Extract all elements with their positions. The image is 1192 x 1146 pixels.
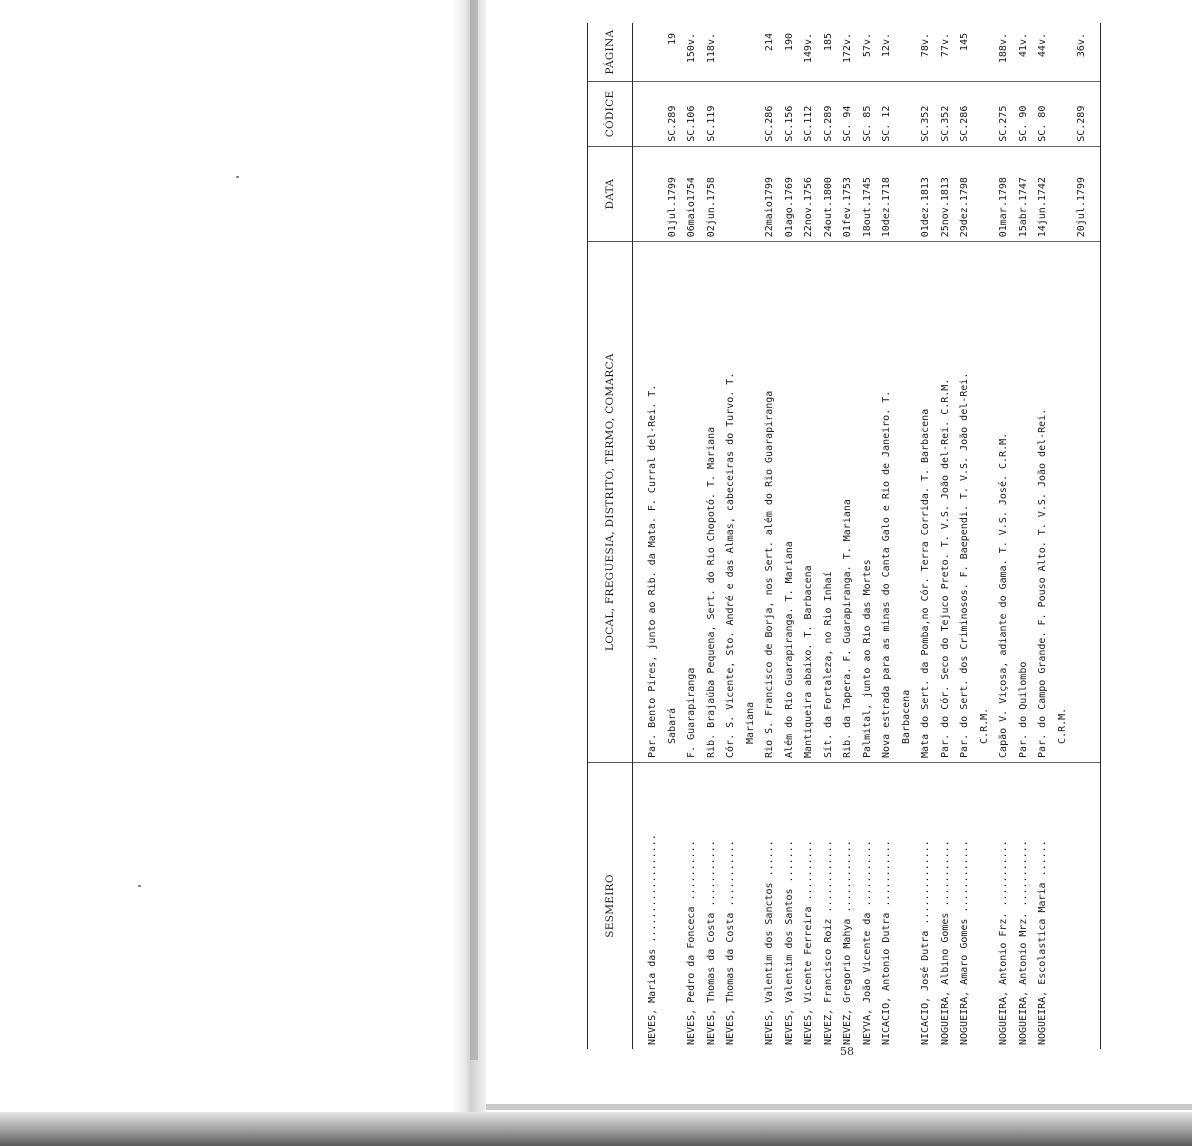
sesmeiro-8: NEVEZ, Francisco Roiz ............	[822, 840, 834, 1045]
codice-14: SC.286	[959, 105, 970, 142]
pagina-13: 77v.	[939, 33, 951, 58]
page-number: 58	[840, 1045, 854, 1058]
col-data	[633, 146, 1101, 242]
data-13: 25nov.1813	[939, 177, 951, 238]
codice-15: SC.275	[998, 105, 1009, 142]
local-4a: Cór. S. Vicente, Sto. André e das Almas, cabeceiras do Turvo. T.	[725, 372, 736, 758]
data-17: 14jun.1742	[1037, 177, 1048, 238]
codice-12: SC.352	[920, 105, 931, 142]
data-3: 02jun.1758	[705, 177, 717, 238]
codice-3: SC.119	[705, 105, 717, 142]
header-local: LOCAL, FREGUESIA, DISTRITO, TERMO, COMARCA	[588, 242, 633, 763]
col-codice	[633, 82, 1101, 147]
header-sesmeiro: SESMEIRO	[588, 762, 633, 1049]
codice-13: SC.352	[939, 105, 951, 142]
sesmeiro-11: NICACIO, Antonio Dutra ...........	[881, 840, 892, 1045]
local-16: Par. do Quilombo	[1017, 661, 1029, 758]
local-17a: Par. do Campo Grande. F. Pouso Alto. T. V.S. João del-Rei.	[1037, 408, 1048, 758]
table-row	[633, 23, 1101, 1049]
codice-2: SC.106	[686, 105, 697, 142]
local-14b: C.R.M.	[978, 707, 990, 744]
pagina-14: 145	[959, 33, 970, 52]
codice-1: SC.289	[666, 105, 678, 142]
data-9: 01fev.1753	[842, 177, 853, 238]
data-2: 06maio1754	[686, 177, 697, 238]
local-13: Par. do Cór. Seco do Tejuco Preto. T. V.S. João del-Rei. C.R.M.	[939, 378, 951, 758]
codice-8: SC.289	[822, 105, 834, 142]
local-6: Além do Rio Guarapiranga. T. Mariana	[783, 541, 795, 758]
table-header-row	[588, 23, 633, 1049]
data-14: 29dez.1798	[959, 177, 970, 238]
data-10: 18out.1745	[861, 177, 873, 238]
sesmeiro-14: NOGUEIRA, Amaro Gomes ............	[959, 840, 970, 1045]
data-11: 10dez.1718	[881, 177, 892, 238]
local-10: Palmital, junto ao Rio das Mortes	[861, 559, 873, 758]
sesmeiro-5: NEVES, Valentim dos Sanctos ......	[764, 840, 775, 1045]
codice-9: SC. 94	[842, 105, 853, 142]
header-codice: CÓDICE	[588, 82, 633, 147]
local-11b: Barbacena	[900, 689, 912, 744]
sesmeiro-3: NEVES, Thomas da Costa ...........	[705, 840, 717, 1045]
pagina-3: 118v.	[705, 33, 717, 64]
data-12: 01dez.1813	[920, 177, 931, 238]
local-5: Rio S. Francisco de Borja, nos Sert. além do Rio Guarapiranga	[764, 390, 775, 758]
data-16: 15abr.1747	[1017, 177, 1029, 238]
pagina-11: 12v.	[881, 33, 892, 58]
codice-6: SC.156	[783, 105, 795, 142]
pagina-2: 150v.	[686, 33, 697, 64]
data-6: 01ago.1769	[783, 177, 795, 238]
local-12: Mata do Sert. da Pomba,no Cór. Terra Corrida. T. Barbacena	[920, 408, 931, 758]
sesmeiro-6: NEVES, Valentim dos Santos .......	[783, 840, 795, 1045]
local-3: Rib. Brajaúba Pequena, Sert. do Rio Chopotó. T. Mariana	[705, 426, 717, 758]
sesmeiro-1: NEVES, Maria das ..................	[647, 834, 658, 1045]
scan-bottom-shadow	[0, 1112, 1192, 1146]
data-1: 01jul.1799	[666, 177, 678, 238]
pagina-8: 185	[822, 33, 834, 52]
pagina-7: 149v.	[803, 33, 814, 64]
sesmeiro-9: NEVEZ, Gregorio Mahya ............	[842, 840, 853, 1045]
local-2: F. Guarapiranga	[686, 667, 697, 758]
sesmarias-table	[587, 23, 1101, 1049]
sesmeiro-13: NOGUEIRA, Albino Gomes ...........	[939, 840, 951, 1045]
codice-17: SC. 80	[1037, 105, 1048, 142]
col-pagina	[633, 23, 1101, 82]
table-body	[633, 23, 1101, 1049]
sesmarias-table-rotated	[587, 23, 1107, 1049]
sesmeiro-10: NEYVA, João Vicente da ...........	[861, 840, 873, 1045]
sesmeiro-7: NEVES, Vicente Ferreira ..........	[803, 840, 814, 1045]
codice-5: SC.286	[764, 105, 775, 142]
codice-10: SC. 85	[861, 105, 873, 142]
header-pagina: PÁGINA	[588, 23, 633, 82]
scan-gutter	[452, 0, 486, 1146]
sesmeiro-17: NOGUEIRA, Escolastica Maria ......	[1037, 840, 1048, 1045]
local-7: Mantiqueira abaixo. T. Barbacena	[803, 565, 814, 758]
sesmeiro-2: NEVES, Pedro da Fonceca ..........	[686, 840, 697, 1045]
scan-speck	[236, 176, 239, 178]
codice-7: SC.112	[803, 105, 814, 142]
local-4b: Mariana	[744, 701, 756, 744]
pagina-9: 172v.	[842, 33, 853, 64]
pagina-5: 214	[764, 33, 775, 52]
codice-11: SC. 12	[881, 105, 892, 142]
pagina-12: 78v.	[920, 33, 931, 58]
page-edge	[486, 1104, 1192, 1110]
sesmeiro-4: NEVES, Thomas da Costa ...........	[725, 840, 736, 1045]
header-data: DATA	[588, 146, 633, 242]
local-1b: Sabará	[666, 707, 678, 744]
local-11a: Nova estrada para as minas do Canta Galo e Rio de Janeiro. T.	[881, 390, 892, 758]
pagina-6: 190	[783, 33, 795, 52]
pagina-15: 188v.	[998, 33, 1009, 64]
pagina-17: 44v.	[1037, 33, 1048, 58]
sesmeiro-16: NOGUEIRA, Antonio Mrz. ...........	[1017, 840, 1029, 1045]
local-9: Rib. da Tapera. F. Guarapiranga. T. Mariana	[842, 499, 853, 758]
scan-binding-shadow	[470, 0, 478, 1060]
codice-16: SC. 90	[1017, 105, 1029, 142]
data-7: 22nov.1756	[803, 177, 814, 238]
local-14a: Par. do Sert. dos Criminosos. F. Baependi. T. V.S. João del-Rei.	[959, 372, 970, 758]
scan-speck	[138, 885, 141, 887]
sesmeiro-12: NICACIO, José Dutra ..............	[920, 840, 931, 1045]
col-local	[633, 242, 1101, 763]
local-17b: C.R.M.	[1056, 707, 1068, 744]
local-15: Capão V. Viçosa, adiante do Gama. T. V.S. José. C.R.M.	[998, 432, 1009, 758]
pagina-1: 19	[666, 33, 678, 46]
pagina-18: 36v.	[1076, 33, 1087, 58]
data-18: 20jul.1799	[1076, 177, 1087, 238]
data-5: 22maio1799	[764, 177, 775, 238]
local-1a: Par. Bento Pires, junto ao Rib. da Mata. F. Curral del-Rei. T.	[647, 384, 658, 758]
data-15: 01mar.1798	[998, 177, 1009, 238]
local-8: Sít. da Fortaleza, no Rio Inhaí	[822, 571, 834, 758]
codice-18: SC.289	[1076, 105, 1087, 142]
data-8: 24out.1800	[822, 177, 834, 238]
col-sesmeiro	[633, 762, 1101, 1049]
pagina-16: 41v.	[1017, 33, 1029, 58]
sesmeiro-15: NOGUEIRA, Antonio Frz. ...........	[998, 840, 1009, 1045]
pagina-10: 57v.	[861, 33, 873, 58]
